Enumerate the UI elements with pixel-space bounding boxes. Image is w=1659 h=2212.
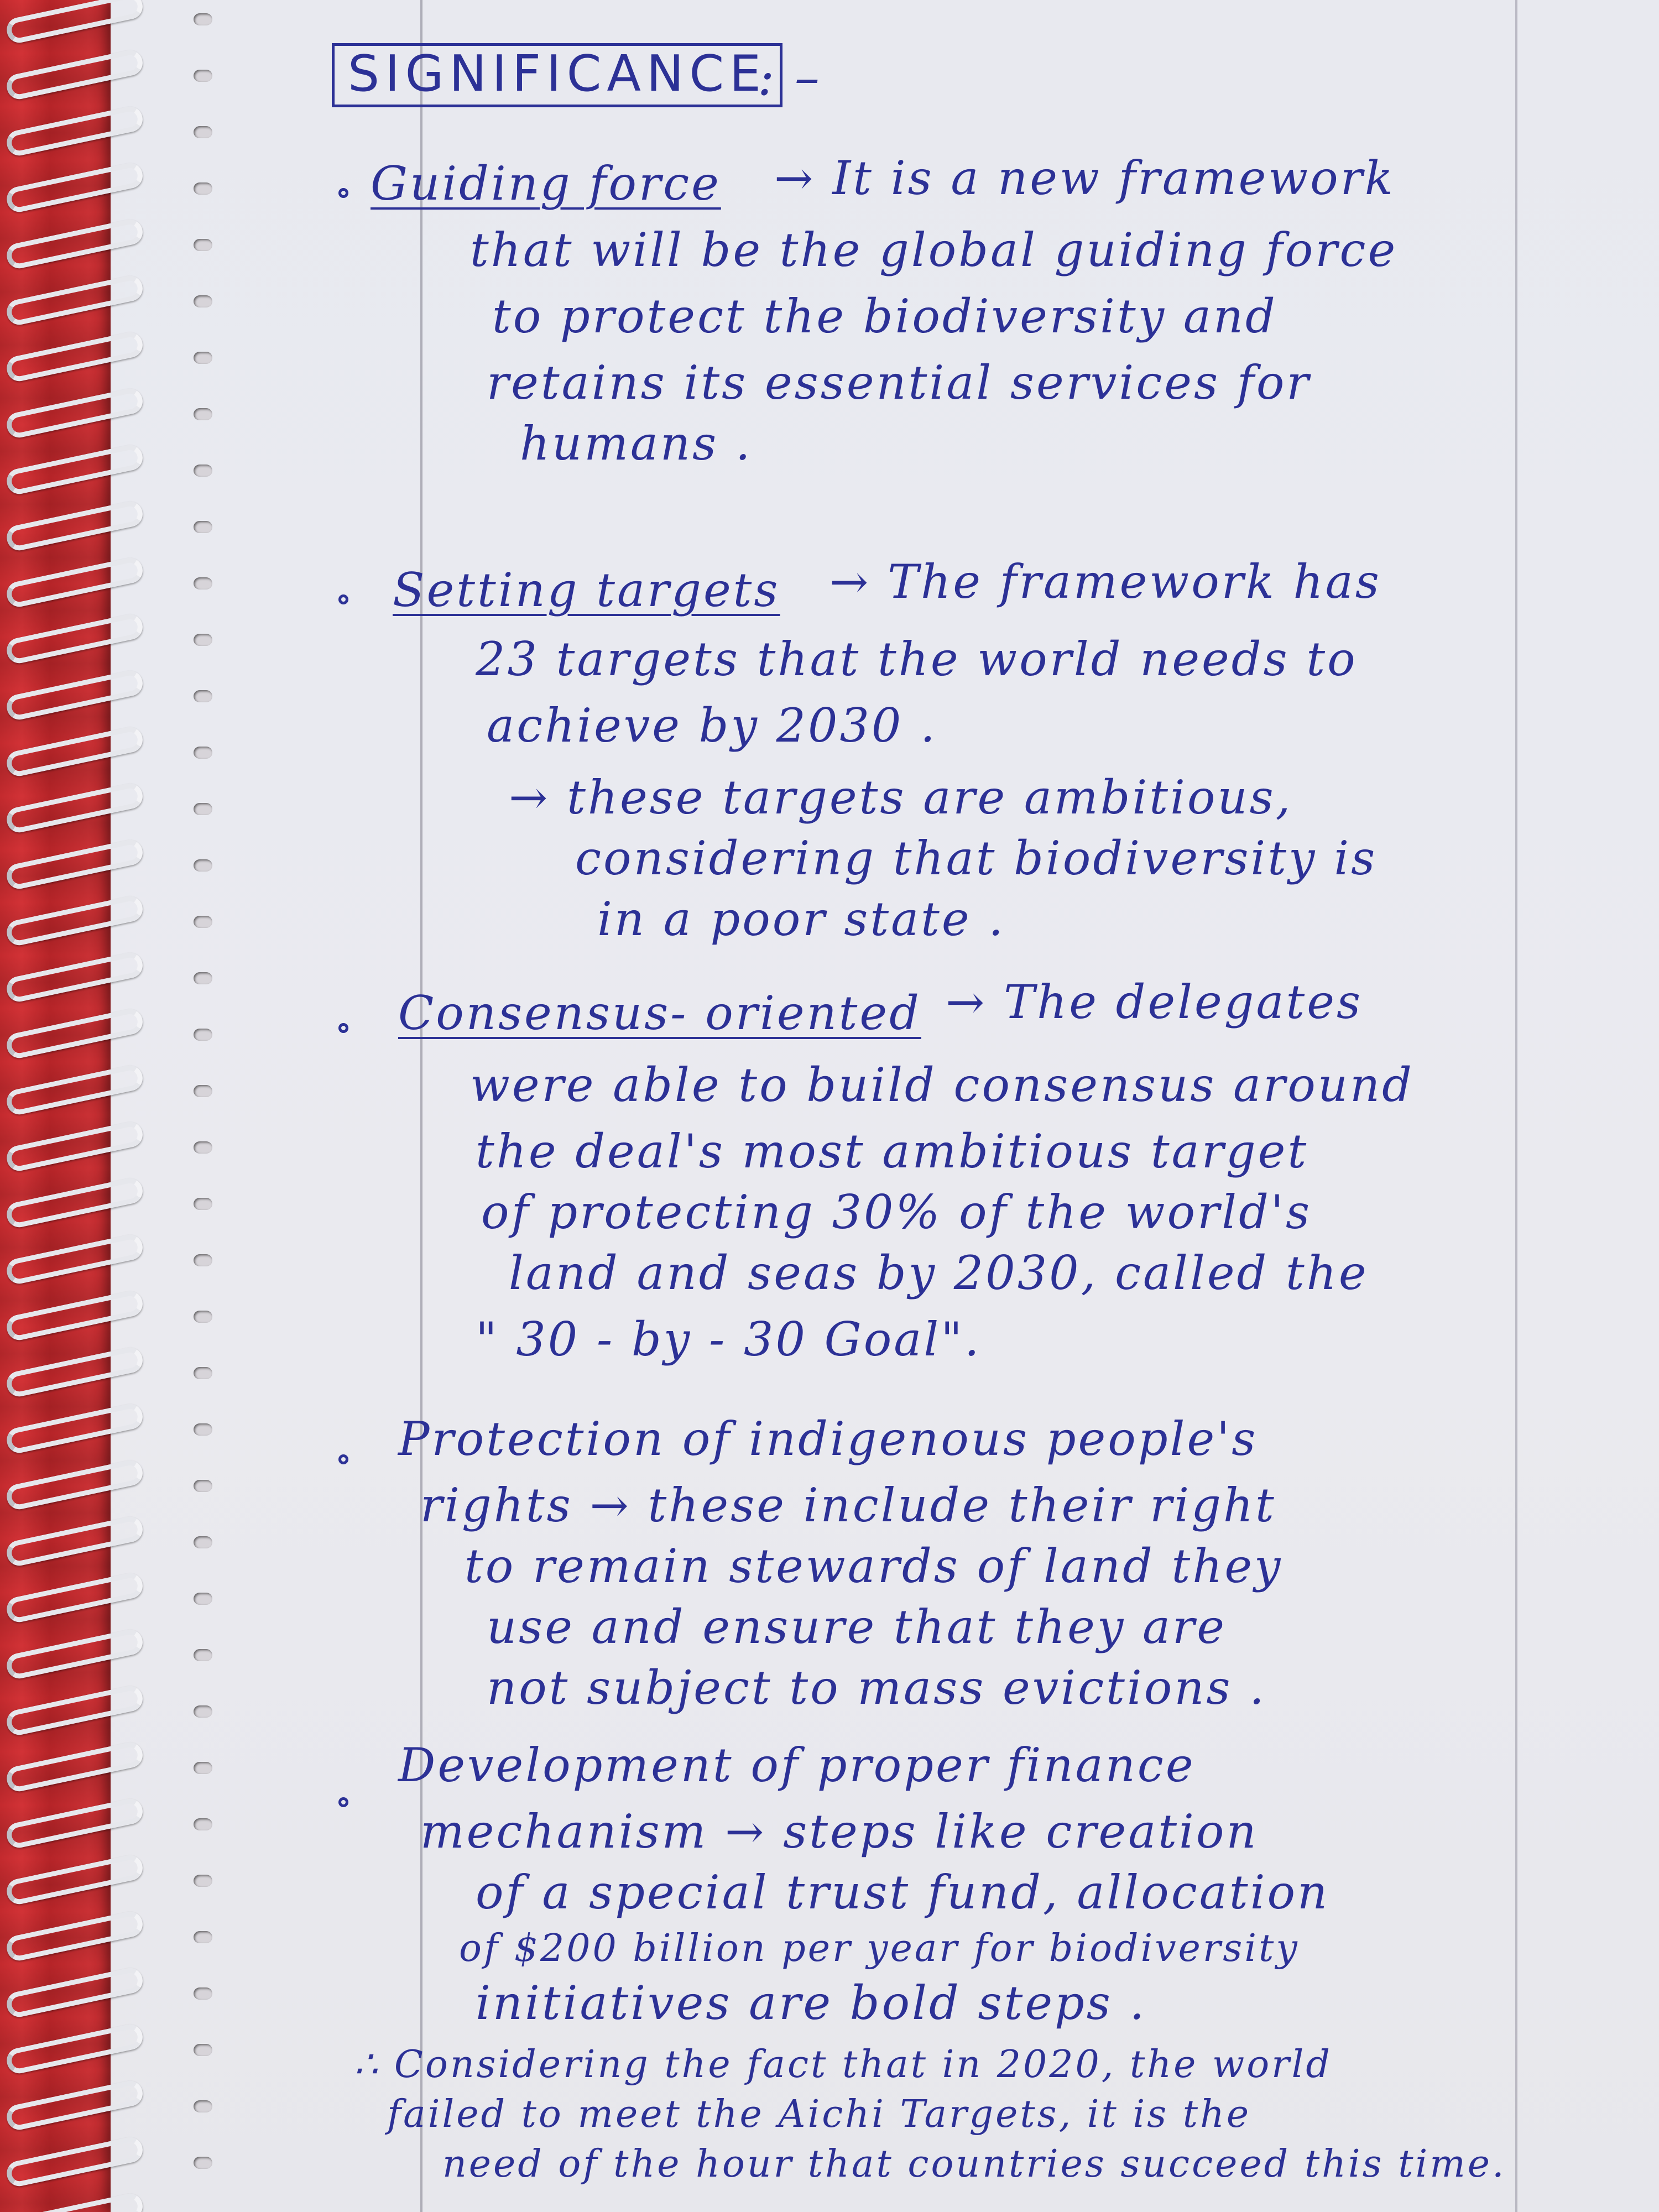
punch-hole	[194, 972, 212, 984]
punch-hole	[194, 1480, 212, 1492]
punch-hole	[194, 1536, 212, 1548]
punch-hole	[194, 1029, 212, 1041]
point-2-line: → The framework has	[830, 555, 1381, 609]
point-1-line: → It is a new framework	[774, 151, 1395, 205]
point-3-line: were able to build consensus around	[470, 1058, 1414, 1112]
point-4-line: rights → these include their right	[420, 1478, 1276, 1532]
point-2-line: in a poor state .	[597, 892, 1006, 946]
punch-hole	[194, 352, 212, 364]
punch-hole	[194, 1198, 212, 1210]
point-1-line: to protect the biodiversity and	[492, 289, 1277, 343]
point-5-line: of $200 billion per year for biodiversity	[459, 1927, 1300, 1970]
punch-hole	[194, 1649, 212, 1661]
punch-hole	[194, 2157, 212, 2169]
punch-hole	[194, 1141, 212, 1154]
punch-hole	[194, 690, 212, 702]
conclusion-line: need of the hour that countries succeed this time.	[442, 2142, 1506, 2186]
point-1-heading: Guiding force	[371, 156, 721, 211]
point-5-heading: Development of proper finance	[398, 1738, 1196, 1792]
punch-hole	[194, 1875, 212, 1887]
point-5-line: mechanism → steps like creation	[420, 1804, 1259, 1859]
punch-hole	[194, 1423, 212, 1436]
point-4-line: to remain stewards of land they	[465, 1539, 1283, 1593]
point-5-line: of a special trust fund, allocation	[476, 1865, 1330, 1919]
punch-hole	[194, 295, 212, 307]
heading-colon: : –	[758, 49, 822, 107]
punch-hole	[194, 2044, 212, 2056]
bullet-dot	[338, 1454, 348, 1464]
punch-hole	[194, 182, 212, 195]
point-1-line: that will be the global guiding force	[470, 223, 1398, 277]
punch-hole	[194, 1931, 212, 1943]
point-2-heading: Setting targets	[393, 563, 780, 617]
punch-hole	[194, 70, 212, 82]
punch-hole	[194, 239, 212, 251]
point-3-line: the deal's most ambitious target	[476, 1124, 1309, 1178]
punch-hole	[194, 465, 212, 477]
punch-hole	[194, 126, 212, 138]
left-margin-line	[420, 0, 422, 2212]
punch-hole	[194, 1987, 212, 2000]
punch-hole	[194, 1818, 212, 1830]
point-2-line: achieve by 2030 .	[487, 698, 937, 753]
bullet-dot	[338, 1023, 348, 1033]
point-3-line: of protecting 30% of the world's	[481, 1185, 1312, 1239]
point-4-line: not subject to mass evictions .	[487, 1661, 1266, 1715]
right-margin-line	[1515, 0, 1517, 2212]
point-3-heading: Consensus- oriented	[398, 986, 921, 1040]
conclusion-line: failed to meet the Aichi Targets, it is the	[387, 2093, 1251, 2136]
point-4-heading: Protection of indigenous people's	[398, 1412, 1258, 1466]
punch-hole	[194, 1367, 212, 1379]
punch-hole	[194, 1593, 212, 1605]
bullet-dot	[338, 594, 348, 604]
bullet-dot	[338, 1797, 348, 1807]
point-3-line: " 30 - by - 30 Goal".	[476, 1312, 982, 1366]
page-heading: SIGNIFICANCE	[332, 43, 782, 107]
punch-hole	[194, 1705, 212, 1718]
point-3-line: land and seas by 2030, called the	[509, 1246, 1369, 1300]
punch-hole	[194, 803, 212, 815]
point-5-line: initiatives are bold steps .	[476, 1976, 1147, 2030]
point-1-line: humans .	[520, 416, 753, 471]
point-4-line: use and ensure that they are	[487, 1600, 1227, 1654]
punch-hole	[194, 577, 212, 589]
point-2-line: → these targets are ambitious,	[509, 770, 1293, 825]
punch-hole	[194, 408, 212, 420]
punch-hole	[194, 859, 212, 872]
punch-hole	[194, 13, 212, 25]
punch-hole	[194, 1311, 212, 1323]
notebook-page	[111, 0, 1659, 2212]
conclusion-line: ∴ Considering the fact that in 2020, the world	[354, 2043, 1332, 2086]
point-1-line: retains its essential services for	[487, 356, 1311, 410]
punch-hole	[194, 2100, 212, 2112]
punch-hole	[194, 634, 212, 646]
point-3-line: → The delegates	[946, 975, 1363, 1029]
point-2-line: 23 targets that the world needs to	[476, 632, 1358, 686]
point-2-line: considering that biodiversity is	[575, 831, 1378, 885]
punch-hole	[194, 916, 212, 928]
bullet-dot	[338, 188, 348, 198]
punch-hole	[194, 1762, 212, 1774]
punch-hole	[194, 1085, 212, 1097]
punch-hole	[194, 521, 212, 533]
punch-hole	[194, 1254, 212, 1266]
punch-hole	[194, 747, 212, 759]
